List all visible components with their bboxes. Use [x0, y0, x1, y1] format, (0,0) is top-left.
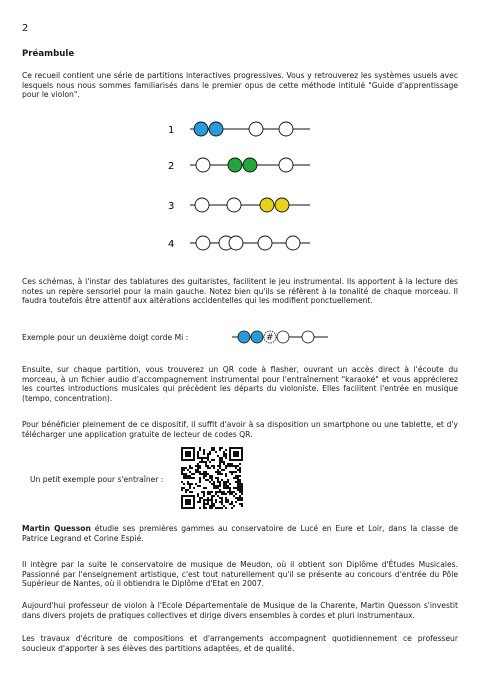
qr-paragraph: Ensuite, sur chaque partition, vous trouverez un QR code à flasher, ouvrant un accès direct à l'écoute du morceau, à un fichier audio d'accompagnement instrumental pour l'entraînement "karaoké" et vous apprécierez les courtes introductions musicales qui précèdent les départs du violoniste. Elles facilitent l'entrée en musique (tempo, concentration). [22, 365, 458, 403]
note-dot [251, 331, 263, 343]
finger-dot-colored [228, 158, 242, 172]
finger-dot [249, 122, 263, 136]
page-number: 2 [22, 23, 29, 34]
intro-paragraph: Ce recueil contient une série de partitions interactives progressives. Vous y retrouverez les systèmes usuels avec lesquels nous nous sommes familiarisés dans le premier opus de cette méthode intitulé "Guide d'apprentissage pour le violon". [22, 71, 458, 100]
finger-dot [279, 122, 293, 136]
finger-dot-colored [275, 198, 289, 212]
finger-dot [286, 236, 300, 250]
row-label: 2 [168, 161, 175, 172]
finger-dot-colored [209, 122, 223, 136]
bio-text-1: étudie ses premières gammes au conservatoire de Lucé en Eure et Loir, dans la classe de Patrice Legrand et Corine Espié. [22, 524, 459, 543]
finger-diagram-svg [168, 117, 328, 267]
note-dot [302, 331, 314, 343]
qr-code[interactable] [181, 447, 243, 509]
finger-dot [195, 198, 209, 212]
row-label: 1 [168, 125, 175, 136]
finger-dot-colored [243, 158, 257, 172]
author-name: Martin Quesson [22, 524, 91, 533]
bio-paragraph-1 [22, 524, 458, 543]
finger-dot [258, 236, 272, 250]
finger-dot [229, 236, 243, 250]
example-diagram [232, 328, 332, 346]
row-label: 3 [168, 201, 175, 212]
finger-diagram [168, 117, 328, 271]
note-dot [238, 331, 250, 343]
svg-text:#: # [266, 333, 274, 343]
note-dot [277, 331, 289, 343]
bio-paragraph-3: Aujourd'hui professeur de violon à l'Ecole Départementale de Musique de la Charente, Martin Quesson s'investit dans divers projets de pratiques collectives et dirige divers ensembles à cordes et pluri instrumentaux. [22, 601, 458, 620]
finger-dot [196, 158, 210, 172]
device-paragraph: Pour bénéficier pleinement de ce dispositif, il suffit d'avoir à sa disposition un smartphone ou une tablette, et d'y télécharger une application gratuite de lecteur de codes QR. [22, 420, 458, 439]
finger-dot [279, 158, 293, 172]
schemas-paragraph: Ces schémas, à l'instar des tablatures des guitaristes, facilitent le jeu instrumental. Ils apportent à la lecture des notes un repère sensoriel pour la main gauche. Notez bien qu'ils se réfèrent à la tonalité de chaque morceau. Il faudra toutefois être attentif aux altérations accidentelles qui les modifient ponctuellement. [22, 277, 458, 306]
row-label: 4 [168, 239, 175, 250]
finger-dot [196, 236, 210, 250]
finger-dot [227, 198, 241, 212]
bio-paragraph-4: Les travaux d'écriture de compositions et d'arrangements accompagnent quotidiennement ce professeur soucieux d'apporter à ses élèves des partitions adaptées, et de qualité. [22, 634, 458, 653]
qr-example-label: Un petit exemple pour s'entraîner : [30, 475, 164, 484]
example-label: Exemple pour un deuxième doigt corde Mi : [22, 333, 189, 342]
bio-paragraph-2: Il intègre par la suite le conservatoire de musique de Meudon, où il obtient son Diplôme d'Études Musicales. Passionné par l'enseignement artistique, c'est tout naturellement qu'il se présente au concours d'entrée du Pôle Supérieur de Nantes, où il obtiendra le Diplôme d'Etat en 2007. [22, 560, 458, 589]
finger-dot-colored [260, 198, 274, 212]
finger-dot-colored [194, 122, 208, 136]
section-heading: Préambule [22, 49, 75, 59]
